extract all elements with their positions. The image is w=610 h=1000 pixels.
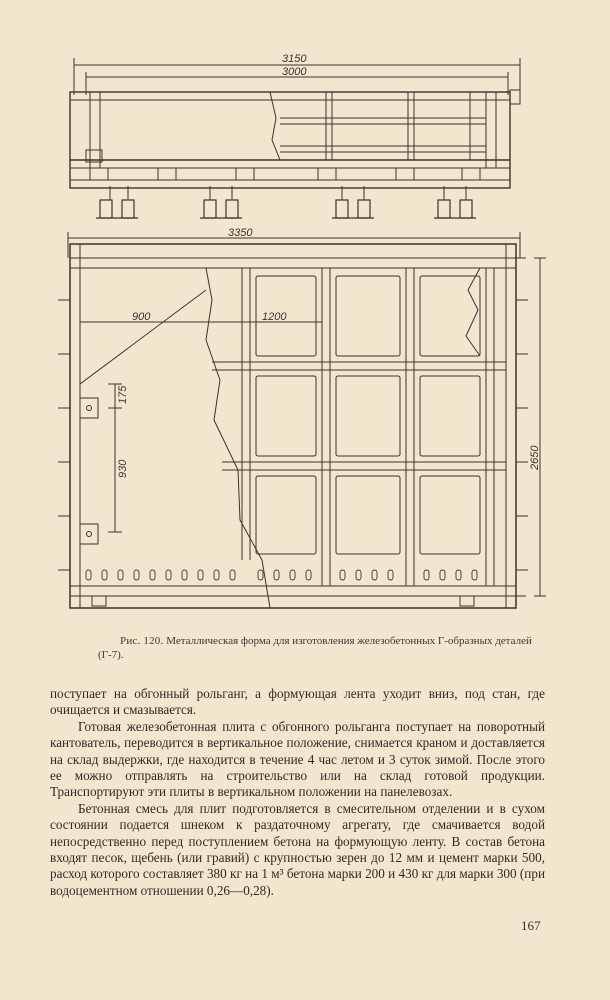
dimension-overall-top: 3150	[282, 53, 307, 65]
plan-view	[58, 232, 546, 608]
paragraph-1: поступает на обгонный рольганг, а формующая лента уходит вниз, под стан, где очищается и смазывается.	[50, 686, 545, 718]
figure-caption-label: Рис. 120.	[120, 635, 164, 647]
body-text	[50, 686, 545, 899]
dimension-left-height: 930	[117, 459, 129, 478]
dimension-upper-height: 175	[117, 385, 129, 404]
figure-caption	[98, 634, 534, 662]
dimension-right-height: 2650	[529, 445, 541, 470]
elevation-view	[70, 58, 520, 218]
dimension-inner-top: 3000	[282, 66, 307, 78]
paragraph-3: Бетонная смесь для плит подготовляется в смесительном отделении и в сухом состоянии подается шнеком к раздаточному агрегату, где смачивается водой непосредственно перед поступлением бетона на формующую ленту. В состав бетона входят песок, щебень (или гравий) с крупностью зерен до 12 мм и цемент марки 500, расход которого составляет 380 кг на 1 м³ бетона марки 200 и 430 кг для марки 300 (при водоцементном отношении 0,26—0,28).	[50, 800, 545, 898]
figure-caption-text: Металлическая форма для изготовления железобетонных Г-образных деталей (Г-7).	[98, 635, 532, 661]
page-number: 167	[521, 918, 541, 933]
dimension-mid-span: 1200	[262, 311, 287, 323]
dimension-left-span: 900	[132, 311, 151, 323]
paragraph-2: Готовая железобетонная плита с обгонного рольганга поступает на поворотный кантователь, переводится в вертикальное положение, снимается краном и доставляется на склад выдержки, где находится в течение 4 час летом и 3 суток зимой. После этого ее можно отправлять на строительство или на склад готовой продукции. Транспортируют эти плиты в вертикальном положении на панелевозах.	[50, 718, 545, 800]
dimension-plan-width: 3350	[228, 227, 253, 239]
